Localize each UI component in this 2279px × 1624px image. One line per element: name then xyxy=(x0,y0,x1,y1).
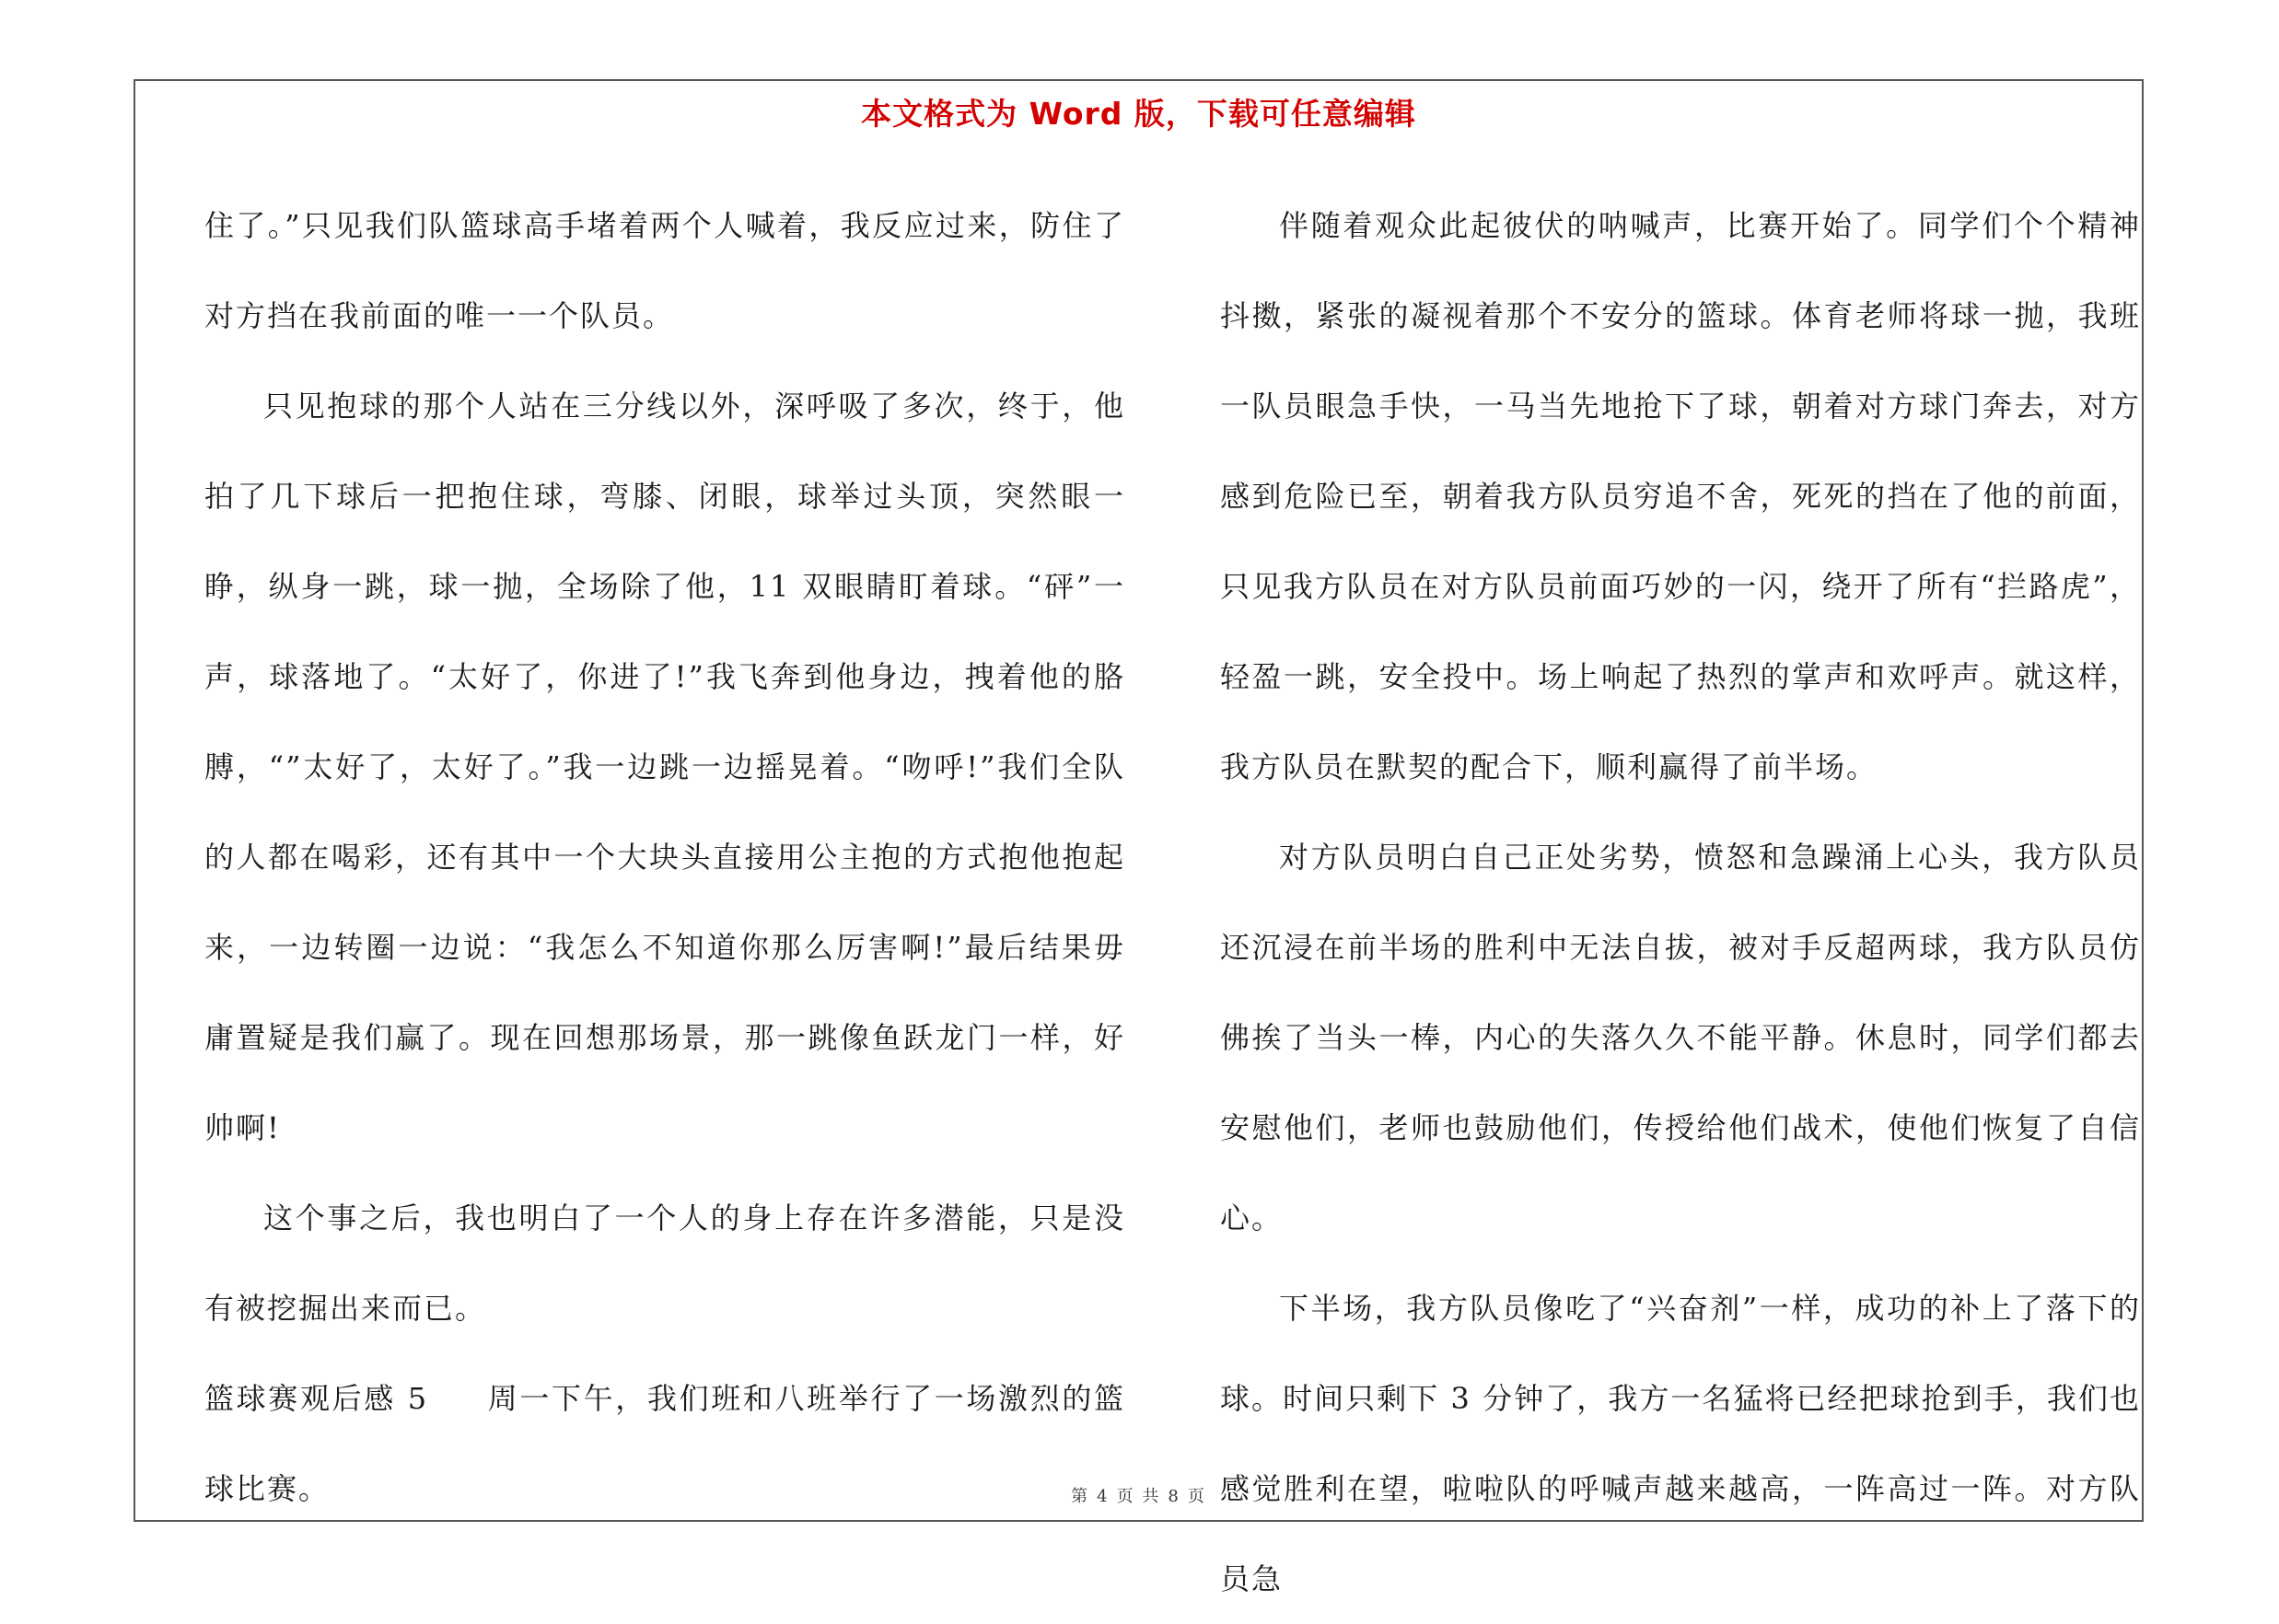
section-intro: 周一下午，我们班和八班举行了一场激烈的篮球比赛。 xyxy=(204,1381,1125,1506)
right-paragraph-1: 伴随着观众此起彼伏的呐喊声，比赛开始了。同学们个个精神抖擞，紧张的凝视着那个不安分的篮球。体育老师将球一抛，我班一队员眼急手快，一马当先地抢下了球，朝着对方球门奔去，对方感到危险已至，朝着我方队员穷追不舍，死死的挡在了他的前面，只见我方队员在对方队员前面巧妙的一闪，绕开了所有“拦路虎”，轻盈一跳，安全投中。场上响起了热烈的掌声和欢呼声。就这样，我方队员在默契的配合下，顺利赢得了前半场。 xyxy=(1220,208,2141,784)
footer-label-of: 页 共 xyxy=(1116,1487,1161,1506)
left-column xyxy=(204,180,1125,1534)
page-frame xyxy=(134,79,2144,1596)
right-paragraph-3: 下半场，我方队员像吃了“兴奋剂”一样，成功的补上了落下的球。时间只剩下 3 分钟了，我方一名猛将已经把球抢到手，我们也感觉胜利在望，啦啦队的呼喊声越来越高，一阵高过一阵。对方队员急 xyxy=(1220,1291,2141,1596)
right-column xyxy=(1220,180,2141,1624)
section-title: 篮球赛观后感 5 xyxy=(204,1381,429,1416)
right-paragraph-2: 对方队员明白自己正处劣势，愤怒和急躁涌上心头，我方队员还沉浸在前半场的胜利中无法自拔，被对手反超两球，我方队员仿佛挨了当头一棒，内心的失落久久不能平静。休息时，同学们都去安慰他们，老师也鼓励他们，传授给他们战术，使他们恢复了自信心。 xyxy=(1220,840,2141,1235)
left-paragraph-3: 这个事之后，我也明白了一个人的身上存在许多潜能，只是没有被挖掘出来而已。 xyxy=(204,1201,1125,1326)
footer-label-page: 第 xyxy=(1071,1487,1090,1506)
left-paragraph-1: 住了。”只见我们队篮球高手堵着两个人喊着，我反应过来，防住了对方挡在我前面的唯一一个队员。 xyxy=(204,208,1125,333)
left-paragraph-2: 只见抱球的那个人站在三分线以外，深呼吸了多次，终于，他拍了几下球后一把抱住球，弯膝、闭眼，球举过头顶，突然眼一睁，纵身一跳，球一抛，全场除了他，11 双眼睛盯着球。“砰”一声，球落地了。“太好了，你进了!”我飞奔到他身边，拽着他的胳膊，“”太好了，太好了。”我一边跳一边摇晃着。“吻呼!”我们全队的人都在喝彩，还有其中一个大块头直接用公主抱的方式抱他抱起来，一边转圈一边说：“我怎么不知道你那么厉害啊!”最后结果毋庸置疑是我们赢了。现在回想那场景，那一跳像鱼跃龙门一样，好帅啊! xyxy=(204,389,1125,1145)
page-number-footer xyxy=(135,1483,2142,1507)
footer-total-pages: 8 xyxy=(1168,1487,1180,1506)
footer-current-page: 4 xyxy=(1097,1487,1110,1506)
format-banner: 本文格式为 Word 版，下载可任意编辑 xyxy=(861,96,1416,132)
footer-label-end: 页 xyxy=(1187,1487,1206,1506)
